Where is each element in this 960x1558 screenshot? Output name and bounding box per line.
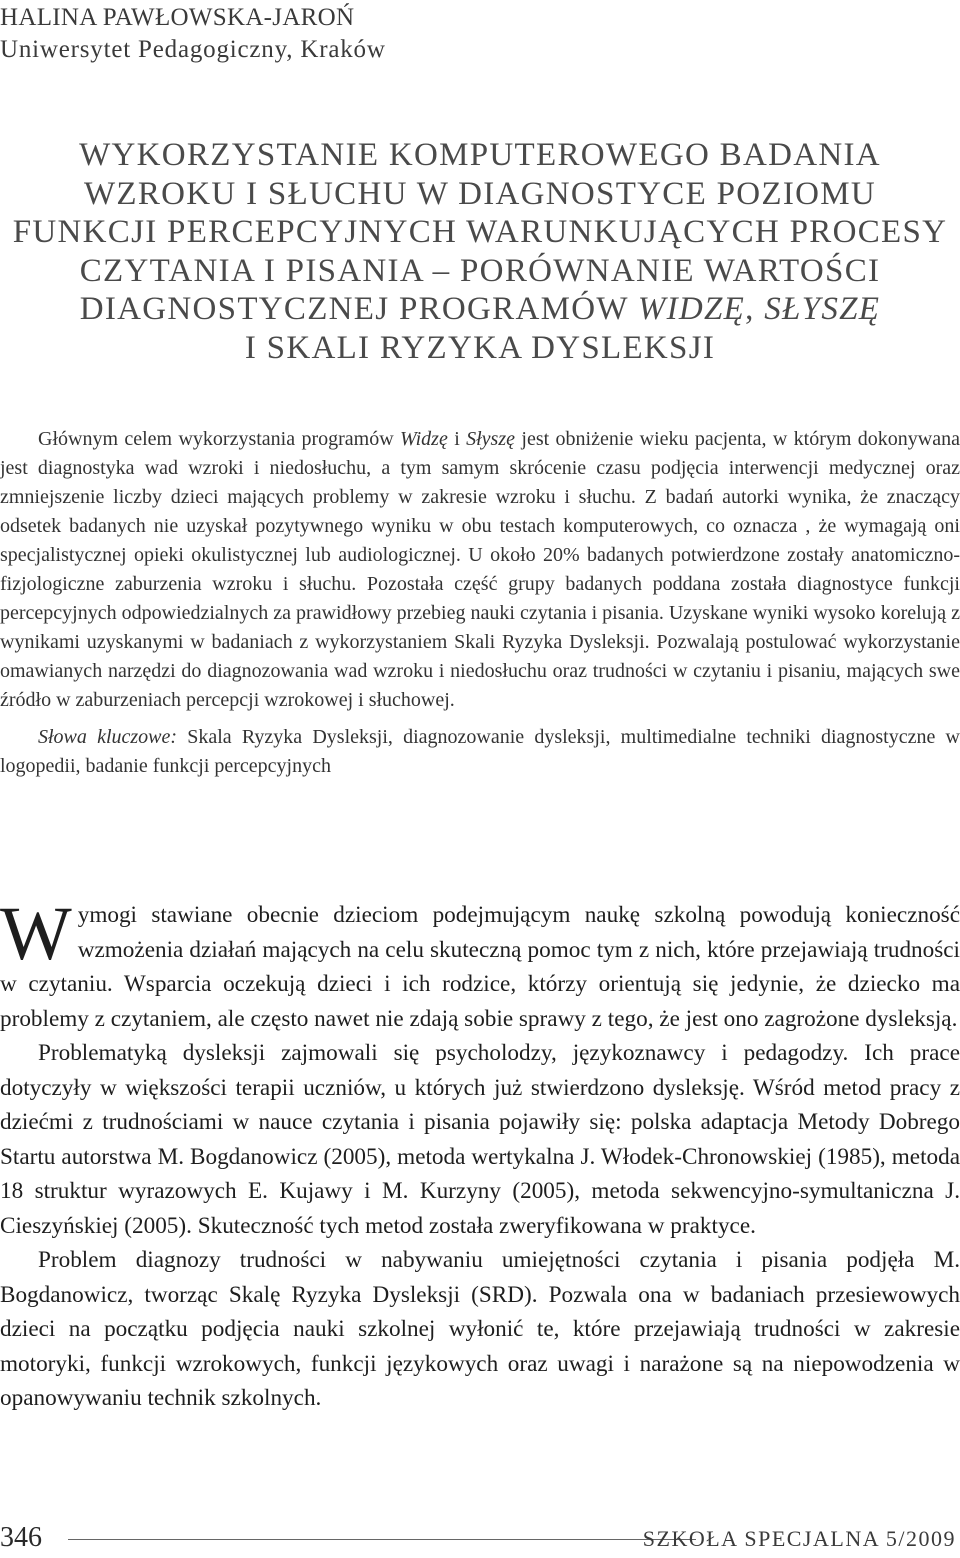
title-line-5 [0, 290, 960, 329]
page-number: 346 [0, 1522, 42, 1553]
abstract-text-start: Głównym celem wykorzystania programów [38, 428, 401, 450]
journal-name: SZKOŁA SPECJALNA 5/2009 [642, 1526, 956, 1551]
keywords [0, 723, 960, 781]
drop-cap: W [0, 892, 72, 976]
title-line-3: FUNKCJI PERCEPCYJNYCH WARUNKUJĄCYCH PROCESY [12, 214, 948, 250]
title-line-2: WZROKU I SŁUCHU W DIAGNOSTYCE POZIOMU [83, 175, 877, 212]
abstract-paragraph [0, 425, 960, 715]
body-paragraph-1 [0, 892, 960, 1036]
title-program-slysze: SŁYSZĘ [764, 291, 881, 327]
article-title [0, 136, 960, 367]
body-paragraph-2 [0, 1036, 960, 1243]
abstract-program-widze: Widzę [400, 428, 448, 450]
body-paragraph-3-text: Problem diagnozy trudności w nabywaniu umiejętności czytania i pisania podjęła M. Bogdanowicz, tworząc Skalę Ryzyka Dysleksji (SRD). Pozwala ona w badaniach przesiewowych dzieci na początku podjęcia nauki szkolnej wyłonić te, które przejawiają trudności w zakresie motoryki, funkcji wzrokowych, funkcji językowych oraz uwagi i narażone są na niepowodzenia w opanowywaniu technik szkolnych. [0, 1247, 960, 1411]
abstract-program-slysze: Słyszę [466, 428, 516, 450]
title-line-1: WYKORZYSTANIE KOMPUTEROWEGO BADANIA [79, 137, 881, 173]
author-name: HALINA PAWŁOWSKA-JAROŃ [0, 4, 355, 31]
body-paragraph-3 [0, 1243, 960, 1416]
title-program-widze: WIDZĘ [637, 291, 746, 327]
abstract-conjunction: i [447, 428, 467, 450]
body-text [0, 892, 960, 1416]
author-affiliation: Uniwersytet Pedagogiczny, Kraków [0, 36, 386, 63]
title-line-5-text: DIAGNOSTYCZNEJ PROGRAMÓW [79, 291, 638, 327]
title-comma: , [745, 291, 765, 327]
abstract-text-body: jest obniżenie wieku pacjenta, w którym dokonywana jest diagnostyka wad wzroki i niedosłuchu, a tym samym skrócenie czasu podjęcia interwencji medycznej oraz zmniejszenie liczby dzieci mających problemy w zakresie wzroku i słuchu. Z badań autorki wynika, że znaczący odsetek badanych nie uzyskał pozytywnego wyniku w obu testach komputerowych, co oznacza , że wymagają oni specjalistycznej opieki okulistycznej lub audiologicznej. U około 20% badanych potwierdzone zostały anatomiczno-fizjologiczne zaburzenia wzroku i słuchu. Pozostała część grupy badanych poddana została diagnostyce funkcji percepcyjnych odpowiedzialnych za prawidłowy przebieg nauki czytania i pisania. Uzyskane wyniki wysoko korelują z wynikami uzyskanymi w badaniach z wykorzystaniem Skali Ryzyka Dysleksji. Pozwalają postulować wykorzystanie omawianych narzędzi do diagnozowania wad wzroku i niedosłuchu oraz trudności w czytaniu i pisaniu, mających swe źródło w zaburzeniach percepcji wzrokowej i słuchowej. [0, 428, 960, 711]
title-line-4: CZYTANIA I PISANIA – PORÓWNANIE WARTOŚCI [79, 252, 881, 289]
title-line-6: I SKALI RYZYKA DYSLEKSJI [244, 329, 716, 366]
author-block [0, 2, 700, 66]
keywords-text: Skala Ryzyka Dysleksji, diagnozowanie dysleksji, multimedialne techniki diagnostyczne w logopedii, badanie funkcji percepcyjnych [0, 726, 960, 777]
keywords-label: Słowa kluczowe: [38, 726, 178, 748]
footer-rule [68, 1539, 696, 1540]
abstract [0, 425, 960, 781]
body-paragraph-2-text: Problematyką dysleksji zajmowali się psycholodzy, językoznawcy i pedagodzy. Ich prace dotyczyły w większości terapii uczniów, u których już stwierdzono dysleksję. Wśród metod pracy z dziećmi z trudnościami w nauce czytania i pisania pojawiły się: polska adaptacja Metody Dobrego Startu autorstwa M. Bogdanowicz (2005), metoda wertykalna J. Włodek-Chronowskiej (1985), metoda 18 struktur wyrazowych E. Kujawy i M. Kurzyny (2005), metoda sekwencyjno-symultaniczna J. Cieszyńskiej (2005). Skuteczność tych metod została zweryfikowana w praktyce. [0, 1040, 960, 1239]
body-paragraph-1-text: ymogi stawiane obecnie dzieciom podejmującym naukę szkolną powodują konieczność wzmożenia działań mających na celu skuteczną pomoc tym z nich, które przejawiają trudności w czytaniu. Wsparcia oczekują dzieci i ich rodzice, którzy orientują się jedynie, że dziecko ma problemy z czytaniem, ale często nawet nie zdają sobie sprawy z tego, że jest ono zagrożone dysleksją. [0, 902, 960, 1032]
